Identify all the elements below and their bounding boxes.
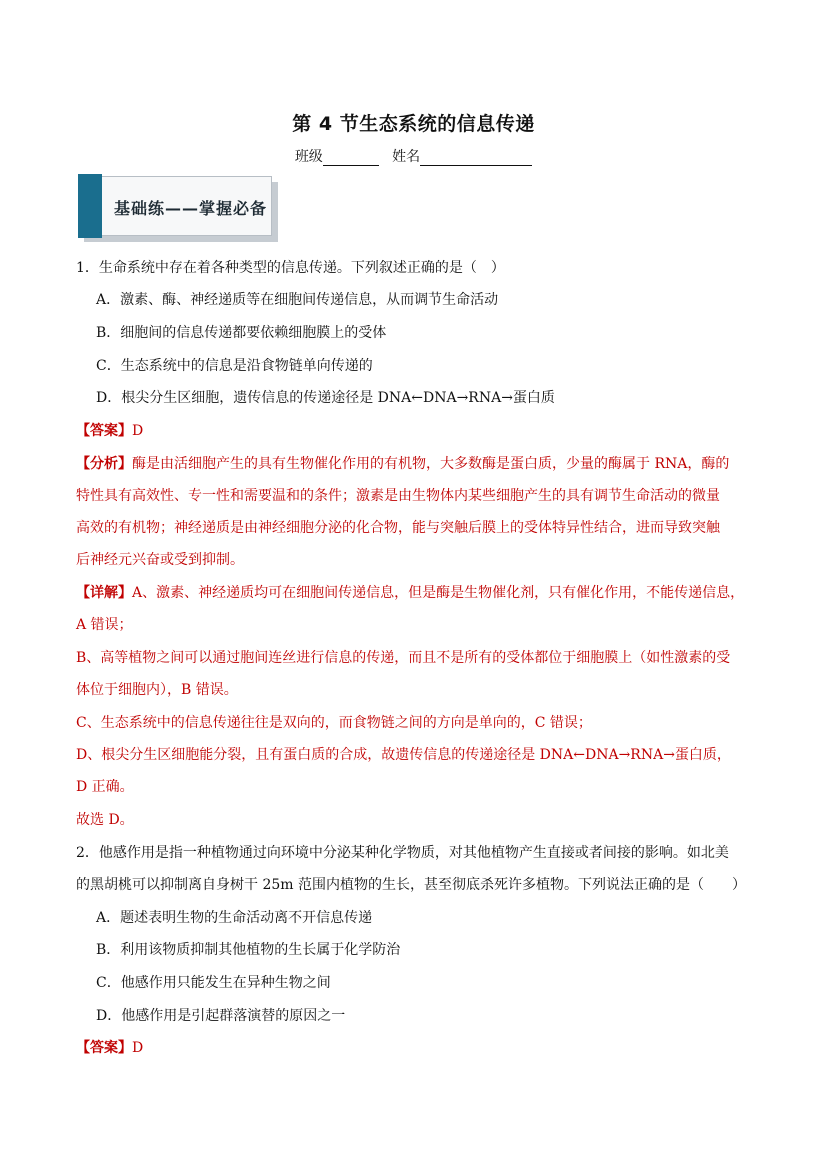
q1-detail-line-3: B、高等植物之间可以通过胞间连丝进行信息的传递，而且不是所有的受体都位于细胞膜上（如性激素的受 — [76, 650, 731, 666]
section-banner — [78, 174, 278, 242]
q2-option-d: D．他感作用是引起群落演替的原因之一 — [96, 1008, 346, 1024]
q1-option-c: C．生态系统中的信息是沿食物链单向传递的 — [96, 358, 373, 374]
q2-stem-line-1: 2．他感作用是指一种植物通过向环境中分泌某种化学物质，对其他植物产生直接或者间接的影响。如北美 — [76, 845, 729, 861]
q1-option-a: A．激素、酶、神经递质等在细胞间传递信息，从而调节生命活动 — [96, 292, 499, 308]
q1-detail-line-6: D、根尖分生区细胞能分裂，且有蛋白质的合成，故遗传信息的传递途径是 DNA←DNA→RNA→蛋白质， — [76, 747, 731, 763]
q1-analysis-line-2: 特性具有高效性、专一性和需要温和的条件；激素是由生物体内某些细胞产生的具有调节生命活动的微量 — [76, 488, 720, 504]
q1-detail-label: 【详解】 — [76, 585, 132, 601]
q1-analysis-line-1 — [76, 454, 729, 474]
q1-analysis-line-3: 高效的有机物；神经递质是由神经细胞分泌的化合物，能与突触后膜上的受体特异性结合，进而导致突触 — [76, 520, 720, 536]
q2-answer-value: D — [132, 1040, 144, 1056]
student-info-line — [0, 146, 827, 166]
class-blank[interactable] — [323, 150, 379, 166]
q2-stem-line-2: 的黑胡桃可以抑制离自身树干 25m 范围内植物的生长，甚至彻底杀死许多植物。下列说法正确的是（ ） — [76, 877, 746, 893]
q1-answer-value: D — [132, 423, 144, 439]
q2-answer-label: 【答案】 — [76, 1040, 132, 1056]
q1-detail-line-5: C、生态系统中的信息传递往往是双向的，而食物链之间的方向是单向的，C 错误； — [76, 715, 592, 731]
section-banner-text: 基础练——掌握必备 — [114, 199, 268, 218]
q1-analysis-label: 【分析】 — [76, 456, 132, 472]
name-blank[interactable] — [420, 150, 532, 166]
q1-option-b: B．细胞间的信息传递都要依赖细胞膜上的受体 — [96, 325, 387, 341]
q1-detail-line-4: 体位于细胞内），B 错误。 — [76, 682, 238, 698]
q1-detail-line-2: A 错误； — [76, 617, 133, 633]
q1-analysis-line-4: 后神经元兴奋或受到抑制。 — [76, 552, 244, 568]
name-label: 姓名 — [392, 149, 421, 165]
q2-option-c: C．他感作用只能发生在异种生物之间 — [96, 975, 331, 991]
q1-detail-line-7: D 正确。 — [76, 779, 134, 795]
q1-detail-text-a1: A、激素、神经递质均可在细胞间传递信息，但是酶是生物催化剂，只有催化作用，不能传递信息， — [132, 585, 745, 601]
q1-answer-label: 【答案】 — [76, 423, 132, 439]
q1-option-d: D．根尖分生区细胞，遗传信息的传递途径是 DNA←DNA→RNA→蛋白质 — [96, 390, 555, 406]
q1-conclusion: 故选 D。 — [76, 812, 134, 828]
q1-analysis-text-1: 酶是由活细胞产生的具有生物催化作用的有机物，大多数酶是蛋白质，少量的酶属于 RNA，酶的 — [132, 456, 730, 472]
q2-answer — [76, 1038, 143, 1058]
page-title: 第 4 节生态系统的信息传递 — [292, 113, 535, 135]
q2-option-a: A．题述表明生物的生命活动离不开信息传递 — [96, 910, 373, 926]
class-label: 班级 — [294, 149, 323, 165]
q1-stem: 1．生命系统中存在着各种类型的信息传递。下列叙述正确的是（ ） — [76, 260, 505, 276]
q1-answer — [76, 421, 143, 441]
q1-detail-line-1 — [76, 583, 744, 603]
banner-accent — [78, 174, 102, 238]
q2-option-b: B．利用该物质抑制其他植物的生长属于化学防治 — [96, 942, 401, 958]
